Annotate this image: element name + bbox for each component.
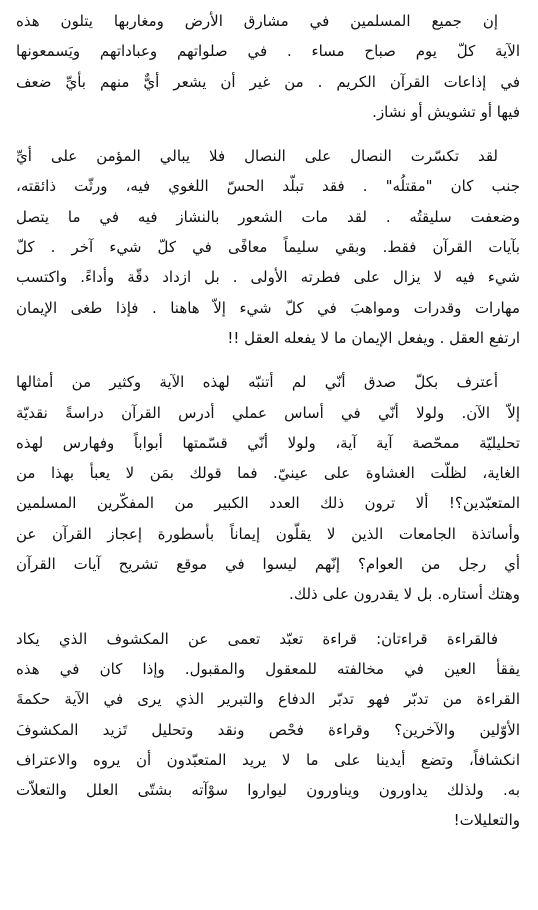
text-line: بآيات القرآن فقط. وبقي سليماً معافًى في كلّ شيء آخر . كلّ — [16, 238, 520, 257]
text-line: مهارات وقدرات ومواهبَ في كلّ شيء إلاّ هاهنا . فإذا طغى الإيمان — [16, 298, 520, 317]
text-line: وأساتذة الجامعات الذين لا يقلّون إيماناً بأسطورة إعجاز القرآن عن — [16, 524, 520, 543]
text-line: الآية كلّ يوم صباح مساء . في صلواتهم وعباداتهم ويَسمعونها — [16, 42, 520, 61]
text-line: انكشافاً، وتضع أيدينا على ما لا يريد المتعبّدون أن يروه والاعتراف — [16, 750, 520, 769]
text-line: الغاية، لظلّت الغشاوة على عينيّ. فما قولك بمَن لا يعبأ بهذا من — [16, 464, 520, 483]
text-line: الأوّلين والآخرين؟ وقراءة فحْص ونقد وتحليل تَزيد المكشوفَ — [16, 720, 520, 739]
text-line: فالقراءة قراءتان: قراءة تعبّد تعمى عن المكشوف الذي يكاد — [16, 629, 498, 648]
text-line: به. ولذلك يداورون ويناورون ليواروا سوْآته بشتّى العلل والتعلاّت — [16, 781, 520, 800]
text-line: أي رجل من العوام؟ إنّهم ليسوا في موقع تشريح آيات القرآن — [16, 555, 520, 574]
text-line: المتعبّدين؟! ألا ترون ذلك العدد الكبير من المفكّرين المسلمين — [16, 494, 520, 513]
text-line: القراءة من تدبّر فهو تدبّر الدفاع والتبرير الذي يرى في الآية حكمةَ — [16, 690, 520, 709]
paragraph-1 — [16, 6, 520, 127]
paragraph-2 — [16, 141, 520, 353]
text-line: لقد تكسّرت النصال على النصال فلا يبالي المؤمن على أيِّ — [16, 147, 498, 166]
text-line: شيء فيه لا يزال على فطرته الأولى . بل ازداد دقّة وأداءً. واكتسب — [16, 268, 520, 287]
text-line: وضعفت سليقتُه . لقد مات الشعور بالنشاز فيه في ما يتصل — [16, 207, 520, 226]
text-line: إلاّ الآن. ولولا أنّي في أساس عملي أدرس القرآن دراسةً نقديّة — [16, 403, 520, 422]
text-line: يفقأ العين في مخالفته للمعقول والمقبول. وإذا كان في هذه — [16, 659, 520, 678]
text-line: في إذاعات القرآن الكريم . من غير أن يشعر أيٌّ منهم بأيِّ ضعف — [16, 72, 520, 91]
text-line: تحليليّة ممحّصة آية آية، ولولا أنّي قسّمتها أبواباً وفهارس لهذه — [16, 433, 520, 452]
text-line: أعترف بكلّ صدق أنّي لم أتنبّه لهذه الآية وكثير من أمثالها — [16, 373, 498, 392]
text-line: جنب كان "مقتلُه" . فقد تبلّد الحسّ اللغوي فيه، ورثّت ذائقته، — [16, 177, 520, 196]
paragraph-4 — [16, 624, 520, 836]
text-line: والتعليلات! — [453, 811, 520, 830]
text-line: ارتفع العقل . ويفعل الإيمان ما لا يفعله العقل !! — [227, 328, 520, 347]
paragraph-3 — [16, 367, 520, 609]
text-line: وهتك أستاره. بل لا يقدرون على ذلك. — [289, 585, 520, 604]
text-line: إن جميع المسلمين في مشارق الأرض ومغاربها يتلون هذه — [16, 12, 498, 30]
text-line: فيها أو تشويش أو نشاز. — [372, 102, 520, 121]
